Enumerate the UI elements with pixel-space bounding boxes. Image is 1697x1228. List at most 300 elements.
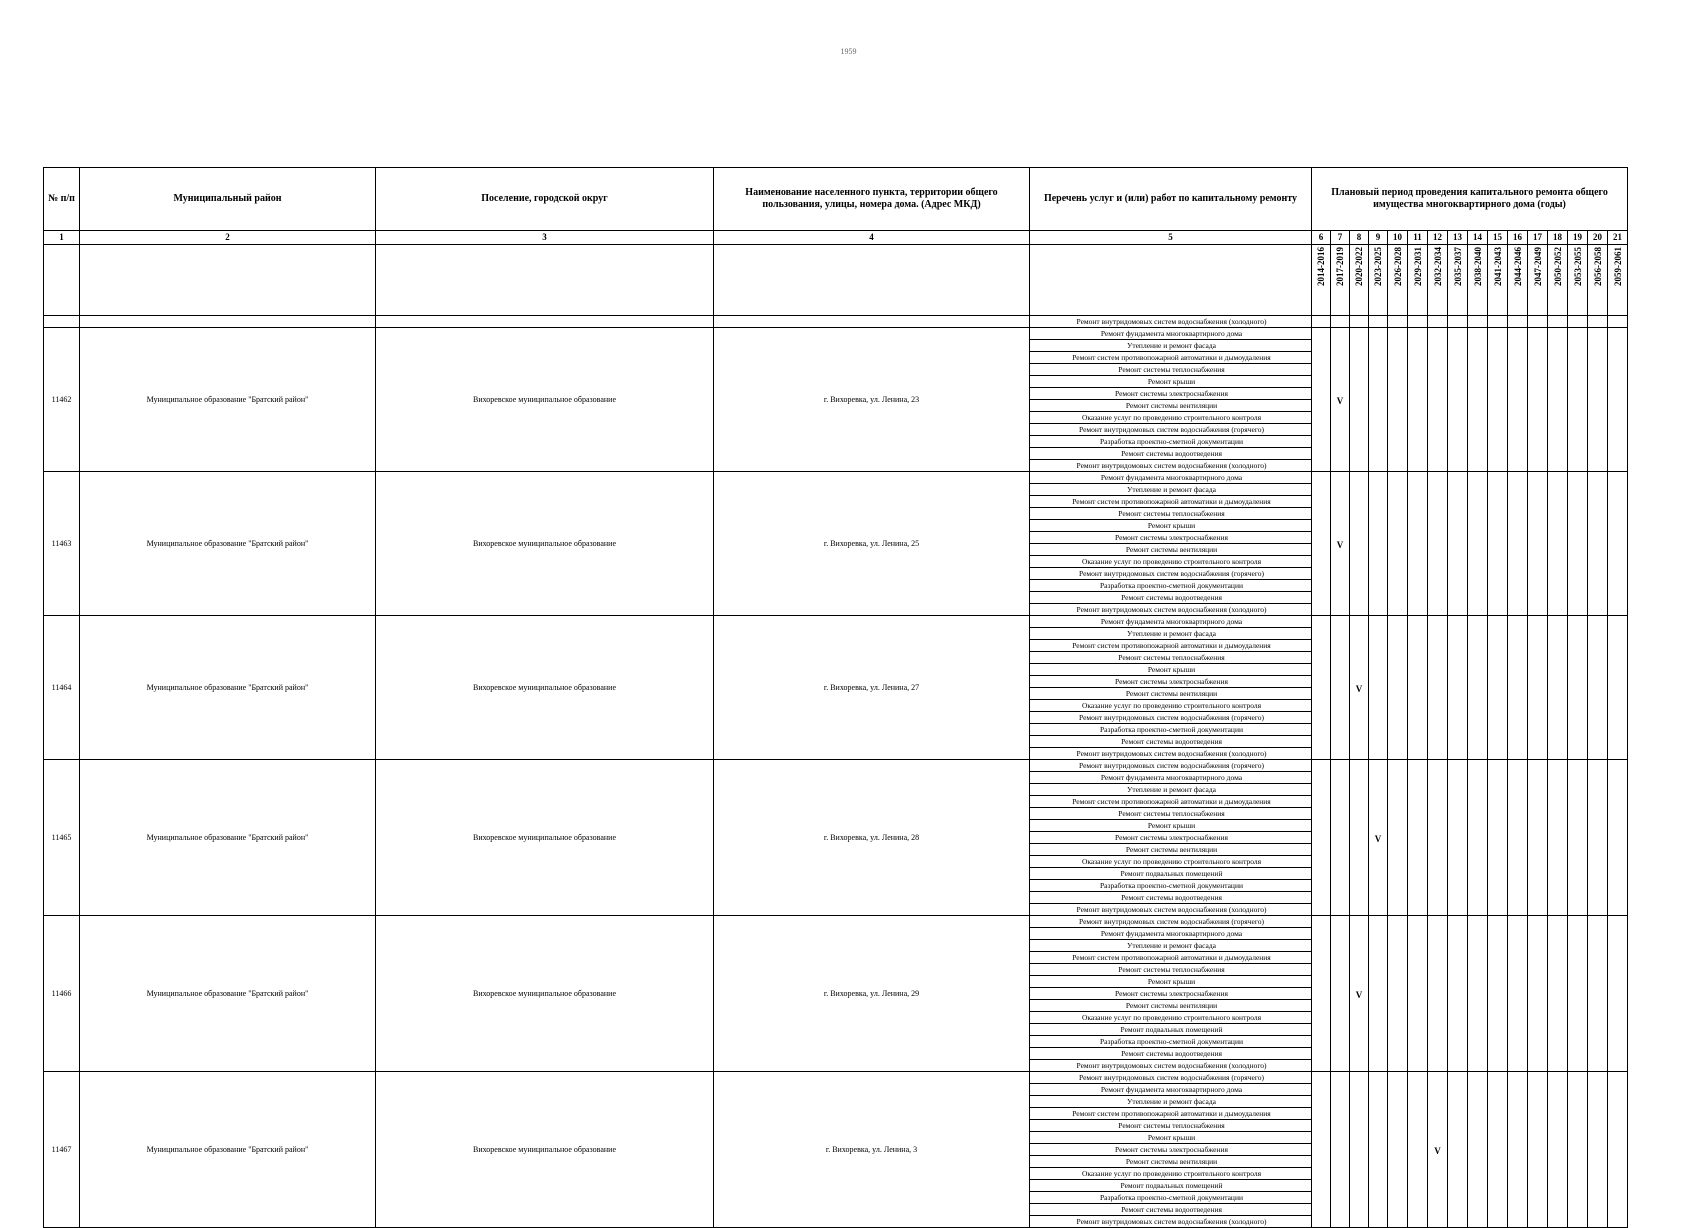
table-row (44, 328, 1628, 472)
year-mark-cell (1588, 472, 1608, 616)
year-label: 2023-2025 (1373, 247, 1383, 286)
year-mark-cell (1468, 328, 1488, 472)
header-district: Муниципальный район (80, 168, 376, 231)
year-mark-cell (1388, 616, 1408, 760)
year-mark-cell (1408, 1072, 1428, 1228)
year-mark-cell (1488, 760, 1508, 916)
tail-year-cell (1568, 316, 1588, 328)
year-mark-cell (1331, 1072, 1350, 1228)
service-item: Ремонт системы теплоснабжения (1030, 808, 1311, 820)
year-mark-cell (1312, 472, 1331, 616)
service-item: Ремонт системы вентиляции (1030, 400, 1311, 412)
year-mark-cell (1488, 328, 1508, 472)
year-mark-cell (1568, 760, 1588, 916)
year-cell (1608, 245, 1628, 316)
year-mark-cell (1548, 916, 1568, 1072)
year-cell (1448, 245, 1468, 316)
tail-year-cell (1508, 316, 1528, 328)
year-mark-cell (1388, 328, 1408, 472)
service-item: Ремонт фундамента многоквартирного дома (1030, 472, 1311, 484)
tail-year-cell (1408, 316, 1428, 328)
years-spacer (44, 245, 80, 316)
service-item: Разработка проектно-сметной документации (1030, 580, 1311, 592)
service-item: Ремонт системы водоотведения (1030, 448, 1311, 460)
service-item: Ремонт внутридомовых систем водоснабжения (горячего) (1030, 568, 1311, 580)
service-item: Ремонт внутридомовых систем водоснабжения (горячего) (1030, 760, 1311, 772)
year-mark-cell (1508, 472, 1528, 616)
row-settlement: Вихоревское муниципальное образование (376, 328, 714, 472)
year-mark-cell (1428, 616, 1448, 760)
year-mark-cell (1448, 328, 1468, 472)
year-mark-cell (1408, 616, 1428, 760)
service-item: Разработка проектно-сметной документации (1030, 1036, 1311, 1048)
column-number: 6 (1312, 231, 1331, 245)
capital-repair-table (43, 167, 1628, 1228)
service-item: Ремонт системы водоотведения (1030, 1204, 1311, 1216)
service-item: Ремонт внутридомовых систем водоснабжения (холодного) (1076, 905, 1267, 914)
year-mark-cell (1488, 1072, 1508, 1228)
service-item: Ремонт системы водоотведения (1030, 892, 1311, 904)
row-district: Муниципальное образование "Братский район" (80, 1072, 376, 1228)
tail-year-cell (1369, 316, 1388, 328)
header-period: Плановый период проведения капитального ремонта общего имущества многоквартирного дома (годы) (1312, 168, 1628, 231)
column-number: 4 (714, 231, 1030, 245)
year-mark-cell (1408, 760, 1428, 916)
column-number: 9 (1369, 231, 1388, 245)
tail-spacer (80, 316, 376, 328)
year-mark-cell (1428, 760, 1448, 916)
service-item: Ремонт фундамента многоквартирного дома (1030, 928, 1311, 940)
year-mark-cell (1508, 328, 1528, 472)
service-item: Оказание услуг по проведению строительного контроля (1030, 1012, 1311, 1024)
tail-service (1030, 316, 1312, 328)
service-item: Ремонт внутридомовых систем водоснабжения (холодного) (1076, 1061, 1267, 1070)
service-item: Разработка проектно-сметной документации (1030, 436, 1311, 448)
year-label: 2059-2061 (1612, 247, 1623, 286)
service-item: Ремонт внутридомовых систем водоснабжения (холодного) (1076, 461, 1267, 470)
year-mark-cell (1448, 472, 1468, 616)
column-number: 15 (1488, 231, 1508, 245)
service-item: Ремонт систем противопожарной автоматики и дымоудаления (1030, 496, 1311, 508)
year-mark-cell (1608, 328, 1628, 472)
service-item: Ремонт внутридомовых систем водоснабжения (холодного) (1076, 749, 1267, 758)
service-item: Ремонт системы вентиляции (1030, 1000, 1311, 1012)
tail-year-cell (1331, 316, 1350, 328)
year-cell (1568, 245, 1588, 316)
year-mark-cell (1312, 916, 1331, 1072)
tail-year-cell (1350, 316, 1369, 328)
year-mark-cell (1468, 916, 1488, 1072)
year-mark-cell (1369, 916, 1388, 1072)
row-id: 11462 (44, 328, 80, 472)
tail-year-cell (1608, 316, 1628, 328)
page-number: 1959 (840, 47, 857, 56)
row-district: Муниципальное образование "Братский район" (80, 328, 376, 472)
year-mark-cell (1548, 760, 1568, 916)
service-item: Утепление и ремонт фасада (1030, 628, 1311, 640)
service-item: Ремонт крыши (1030, 664, 1311, 676)
service-item: Ремонт системы электроснабжения (1030, 988, 1311, 1000)
service-item: Ремонт фундамента многоквартирного дома (1030, 328, 1311, 340)
year-mark-cell (1312, 760, 1331, 916)
row-services (1030, 916, 1312, 1072)
year-cell (1588, 245, 1608, 316)
year-cell (1369, 245, 1388, 316)
service-item: Ремонт системы водоотведения (1030, 736, 1311, 748)
year-mark-cell (1468, 472, 1488, 616)
year-mark-cell (1448, 616, 1468, 760)
service-item: Ремонт внутридомовых систем водоснабжения (холодного) (1076, 605, 1267, 614)
year-mark-cell (1528, 916, 1548, 1072)
service-item: Оказание услуг по проведению строительного контроля (1030, 1168, 1311, 1180)
service-item: Ремонт системы вентиляции (1030, 544, 1311, 556)
year-mark-cell (1369, 472, 1388, 616)
year-mark-cell (1608, 472, 1628, 616)
service-item: Ремонт внутридомовых систем водоснабжения (холодного) (1076, 317, 1267, 326)
column-number: 11 (1408, 231, 1428, 245)
service-item: Ремонт подвальных помещений (1030, 1024, 1311, 1036)
year-mark-cell (1588, 616, 1608, 760)
year-mark-cell (1448, 1072, 1468, 1228)
service-item: Ремонт крыши (1030, 1132, 1311, 1144)
year-mark-cell (1548, 1072, 1568, 1228)
years-row (44, 245, 1628, 316)
year-mark-cell (1312, 616, 1331, 760)
year-mark-cell (1468, 616, 1488, 760)
column-number: 18 (1548, 231, 1568, 245)
row-services (1030, 760, 1312, 916)
column-number: 5 (1030, 231, 1312, 245)
year-mark-cell (1428, 472, 1448, 616)
service-item: Ремонт подвальных помещений (1030, 868, 1311, 880)
column-number: 7 (1331, 231, 1350, 245)
year-mark-cell (1448, 760, 1468, 916)
year-mark-cell (1388, 472, 1408, 616)
table-row (44, 616, 1628, 760)
service-item: Разработка проектно-сметной документации (1030, 724, 1311, 736)
years-spacer (376, 245, 714, 316)
year-mark-cell (1488, 616, 1508, 760)
row-settlement: Вихоревское муниципальное образование (376, 472, 714, 616)
row-address: г. Вихоревка, ул. Ленина, 3 (714, 1072, 1030, 1228)
year-mark-cell (1350, 1072, 1369, 1228)
year-label: 2020-2022 (1354, 247, 1364, 286)
column-number: 8 (1350, 231, 1369, 245)
service-item: Ремонт систем противопожарной автоматики и дымоудаления (1030, 1108, 1311, 1120)
year-label: 2041-2043 (1492, 247, 1503, 286)
row-address: г. Вихоревка, ул. Ленина, 27 (714, 616, 1030, 760)
year-mark-cell (1331, 916, 1350, 1072)
service-item: Ремонт внутридомовых систем водоснабжения (горячего) (1030, 424, 1311, 436)
column-number: 17 (1528, 231, 1548, 245)
year-label: 2056-2058 (1592, 247, 1603, 286)
tail-year-cell (1428, 316, 1448, 328)
service-item: Ремонт крыши (1030, 976, 1311, 988)
column-number: 14 (1468, 231, 1488, 245)
year-cell (1548, 245, 1568, 316)
year-cell (1350, 245, 1369, 316)
service-item: Ремонт системы теплоснабжения (1030, 964, 1311, 976)
previous-tail-row (44, 316, 1628, 328)
column-number: 16 (1508, 231, 1528, 245)
service-item: Ремонт системы теплоснабжения (1030, 1120, 1311, 1132)
year-cell (1428, 245, 1448, 316)
tail-year-cell (1528, 316, 1548, 328)
year-mark-cell (1528, 328, 1548, 472)
year-mark-cell (1508, 1072, 1528, 1228)
tail-year-cell (1312, 316, 1331, 328)
service-item: Ремонт системы теплоснабжения (1030, 652, 1311, 664)
service-item: Ремонт системы электроснабжения (1030, 832, 1311, 844)
year-mark-cell (1350, 616, 1369, 760)
year-mark-cell (1428, 328, 1448, 472)
year-mark-cell (1548, 328, 1568, 472)
planned-mark: V (1434, 1145, 1441, 1156)
column-number: 3 (376, 231, 714, 245)
year-label: 2053-2055 (1572, 247, 1583, 286)
column-number: 13 (1448, 231, 1468, 245)
service-item: Утепление и ремонт фасада (1030, 1096, 1311, 1108)
tail-year-cell (1488, 316, 1508, 328)
tail-spacer (44, 316, 80, 328)
year-mark-cell (1508, 760, 1528, 916)
row-id: 11465 (44, 760, 80, 916)
year-mark-cell (1508, 916, 1528, 1072)
year-mark-cell (1350, 328, 1369, 472)
row-district: Муниципальное образование "Братский район" (80, 472, 376, 616)
service-item: Ремонт систем противопожарной автоматики и дымоудаления (1030, 952, 1311, 964)
year-mark-cell (1568, 1072, 1588, 1228)
year-mark-cell (1568, 328, 1588, 472)
service-item: Ремонт системы электроснабжения (1030, 388, 1311, 400)
year-mark-cell (1568, 616, 1588, 760)
year-mark-cell (1350, 916, 1369, 1072)
service-item: Ремонт системы электроснабжения (1030, 1144, 1311, 1156)
tail-year-cell (1448, 316, 1468, 328)
row-id: 11463 (44, 472, 80, 616)
service-item: Ремонт внутридомовых систем водоснабжения (горячего) (1030, 712, 1311, 724)
tail-year-cell (1388, 316, 1408, 328)
service-item: Ремонт системы вентиляции (1030, 1156, 1311, 1168)
row-address: г. Вихоревка, ул. Ленина, 29 (714, 916, 1030, 1072)
year-label: 2044-2046 (1512, 247, 1523, 286)
year-cell (1312, 245, 1331, 316)
year-cell (1528, 245, 1548, 316)
service-item: Ремонт крыши (1030, 820, 1311, 832)
service-item: Ремонт системы теплоснабжения (1030, 508, 1311, 520)
service-item: Ремонт подвальных помещений (1030, 1180, 1311, 1192)
column-numbers-row (44, 231, 1628, 245)
service-item: Ремонт систем противопожарной автоматики и дымоудаления (1030, 352, 1311, 364)
year-mark-cell (1369, 760, 1388, 916)
tail-year-cell (1588, 316, 1608, 328)
year-mark-cell (1468, 1072, 1488, 1228)
year-mark-cell (1528, 1072, 1548, 1228)
year-mark-cell (1568, 472, 1588, 616)
service-item: Оказание услуг по проведению строительного контроля (1030, 556, 1311, 568)
row-settlement: Вихоревское муниципальное образование (376, 760, 714, 916)
service-item: Ремонт системы теплоснабжения (1030, 364, 1311, 376)
year-mark-cell (1528, 616, 1548, 760)
years-spacer (80, 245, 376, 316)
year-mark-cell (1588, 328, 1608, 472)
header-services: Перечень услуг и (или) работ по капитальному ремонту (1030, 168, 1312, 231)
year-label: 2050-2052 (1552, 247, 1563, 286)
row-settlement: Вихоревское муниципальное образование (376, 1072, 714, 1228)
service-item: Ремонт системы электроснабжения (1030, 532, 1311, 544)
column-number: 10 (1388, 231, 1408, 245)
year-label: 2035-2037 (1452, 247, 1463, 286)
year-mark-cell (1408, 328, 1428, 472)
year-label: 2047-2049 (1532, 247, 1543, 286)
year-cell (1408, 245, 1428, 316)
year-mark-cell (1548, 472, 1568, 616)
planned-mark: V (1355, 683, 1363, 694)
year-mark-cell (1331, 472, 1350, 616)
year-mark-cell (1548, 616, 1568, 760)
year-mark-cell (1428, 916, 1448, 1072)
service-item: Ремонт внутридомовых систем водоснабжения (горячего) (1030, 1072, 1311, 1084)
column-number: 1 (44, 231, 80, 245)
row-district: Муниципальное образование "Братский район" (80, 916, 376, 1072)
row-settlement: Вихоревское муниципальное образование (376, 916, 714, 1072)
service-item: Ремонт фундамента многоквартирного дома (1030, 1084, 1311, 1096)
service-item: Ремонт системы вентиляции (1030, 844, 1311, 856)
year-label: 2029-2031 (1412, 247, 1423, 286)
row-district: Муниципальное образование "Братский район" (80, 616, 376, 760)
year-mark-cell (1388, 916, 1408, 1072)
service-item: Ремонт фундамента многоквартирного дома (1030, 772, 1311, 784)
column-number: 2 (80, 231, 376, 245)
year-mark-cell (1369, 328, 1388, 472)
year-mark-cell (1331, 616, 1350, 760)
year-cell (1488, 245, 1508, 316)
table-row (44, 760, 1628, 916)
year-mark-cell (1408, 916, 1428, 1072)
year-cell (1468, 245, 1488, 316)
year-mark-cell (1528, 760, 1548, 916)
service-item: Ремонт системы вентиляции (1030, 688, 1311, 700)
tail-year-cell (1468, 316, 1488, 328)
year-mark-cell (1488, 916, 1508, 1072)
service-item: Ремонт крыши (1030, 520, 1311, 532)
planned-mark: V (1336, 539, 1344, 550)
year-label: 2014-2016 (1316, 247, 1326, 286)
year-mark-cell (1369, 1072, 1388, 1228)
year-mark-cell (1608, 1072, 1628, 1228)
table-row (44, 916, 1628, 1072)
year-mark-cell (1388, 1072, 1408, 1228)
service-item: Ремонт внутридомовых систем водоснабжения (горячего) (1030, 916, 1311, 928)
row-services (1030, 328, 1312, 472)
tail-spacer (714, 316, 1030, 328)
row-id: 11464 (44, 616, 80, 760)
row-id: 11466 (44, 916, 80, 1072)
planned-mark: V (1374, 833, 1382, 844)
row-id: 11467 (44, 1072, 80, 1228)
row-services (1030, 472, 1312, 616)
service-item: Разработка проектно-сметной документации (1030, 1192, 1311, 1204)
service-item: Ремонт системы водоотведения (1030, 1048, 1311, 1060)
service-item: Ремонт систем противопожарной автоматики и дымоудаления (1030, 796, 1311, 808)
year-mark-cell (1608, 760, 1628, 916)
year-mark-cell (1331, 328, 1350, 472)
table-row (44, 472, 1628, 616)
planned-mark: V (1336, 395, 1344, 406)
year-label: 2032-2034 (1432, 247, 1443, 286)
header-address: Наименование населенного пункта, территории общего пользования, улицы, номера дома. (Адрес МКД) (714, 168, 1030, 231)
service-item: Оказание услуг по проведению строительного контроля (1030, 412, 1311, 424)
year-mark-cell (1331, 760, 1350, 916)
row-address: г. Вихоревка, ул. Ленина, 25 (714, 472, 1030, 616)
row-district: Муниципальное образование "Братский район" (80, 760, 376, 916)
year-mark-cell (1468, 760, 1488, 916)
header-settlement: Поселение, городской округ (376, 168, 714, 231)
year-label: 2026-2028 (1392, 247, 1403, 286)
service-item: Оказание услуг по проведению строительного контроля (1030, 856, 1311, 868)
year-mark-cell (1312, 328, 1331, 472)
service-item: Ремонт системы электроснабжения (1030, 676, 1311, 688)
row-services (1030, 616, 1312, 760)
year-mark-cell (1608, 916, 1628, 1072)
service-item: Утепление и ремонт фасада (1030, 340, 1311, 352)
service-item: Оказание услуг по проведению строительного контроля (1030, 700, 1311, 712)
row-address: г. Вихоревка, ул. Ленина, 28 (714, 760, 1030, 916)
service-item: Ремонт внутридомовых систем водоснабжения (холодного) (1076, 1217, 1267, 1226)
column-number: 12 (1428, 231, 1448, 245)
column-number: 19 (1568, 231, 1588, 245)
year-cell (1508, 245, 1528, 316)
service-item: Ремонт фундамента многоквартирного дома (1030, 616, 1311, 628)
tail-year-cell (1548, 316, 1568, 328)
year-mark-cell (1588, 1072, 1608, 1228)
year-mark-cell (1588, 760, 1608, 916)
service-item: Ремонт системы водоотведения (1030, 592, 1311, 604)
year-cell (1388, 245, 1408, 316)
year-mark-cell (1388, 760, 1408, 916)
year-mark-cell (1508, 616, 1528, 760)
year-mark-cell (1568, 916, 1588, 1072)
year-mark-cell (1528, 472, 1548, 616)
year-mark-cell (1369, 616, 1388, 760)
service-item: Утепление и ремонт фасада (1030, 484, 1311, 496)
header-num: № п/п (44, 168, 80, 231)
service-item: Разработка проектно-сметной документации (1030, 880, 1311, 892)
year-mark-cell (1312, 1072, 1331, 1228)
year-mark-cell (1350, 472, 1369, 616)
row-settlement: Вихоревское муниципальное образование (376, 616, 714, 760)
service-item: Ремонт систем противопожарной автоматики и дымоудаления (1030, 640, 1311, 652)
year-mark-cell (1488, 472, 1508, 616)
service-item: Утепление и ремонт фасада (1030, 940, 1311, 952)
service-item: Утепление и ремонт фасада (1030, 784, 1311, 796)
year-mark-cell (1588, 916, 1608, 1072)
column-number: 21 (1608, 231, 1628, 245)
year-label: 2038-2040 (1472, 247, 1483, 286)
year-mark-cell (1428, 1072, 1448, 1228)
table-row (44, 1072, 1628, 1228)
row-services (1030, 1072, 1312, 1228)
service-item: Ремонт крыши (1030, 376, 1311, 388)
year-cell (1331, 245, 1350, 316)
year-mark-cell (1350, 760, 1369, 916)
year-mark-cell (1448, 916, 1468, 1072)
years-spacer (714, 245, 1030, 316)
column-number: 20 (1588, 231, 1608, 245)
tail-spacer (376, 316, 714, 328)
year-label: 2017-2019 (1335, 247, 1345, 286)
planned-mark: V (1355, 989, 1363, 1000)
